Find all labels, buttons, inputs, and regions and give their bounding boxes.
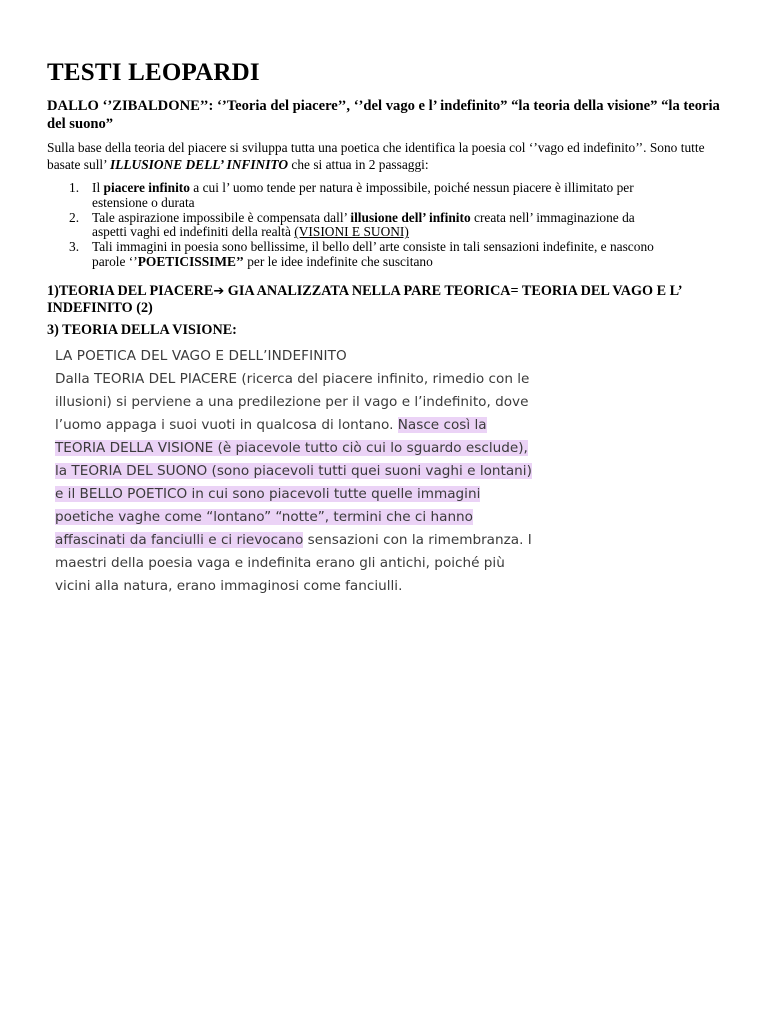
highlighted-text: affascinati da fanciulli e ci rievocano (55, 532, 304, 548)
highlighted-text: la TEORIA DEL SUONO (sono piacevoli tutti quei suoni vaghi e lontani) (55, 463, 532, 479)
excerpt-line: vicini alla natura, erano immaginosi come fanciulli. (55, 578, 403, 594)
highlighted-text: Nasce così la (397, 417, 487, 433)
list-item-text (92, 240, 662, 270)
list-text-bold: illusione dell’ infinito (350, 209, 471, 225)
excerpt-line: maestri della poesia vaga e indefinita erano gli antichi, poiché più (55, 555, 505, 571)
excerpt-line (55, 460, 555, 483)
list-number: 2. (69, 209, 80, 225)
excerpt-line: l’uomo appaga i suoi vuoti in qualcosa di lontano. Nasce così la (55, 417, 487, 433)
excerpt-line: illusioni) si perviene a una predilezione per il vago e l’indefinito, dove (55, 394, 529, 410)
list-text-post: a cui l’ uomo tende per natura è impossibile, poiché nessun piacere è illimitato per estensione o durata (92, 180, 634, 210)
list-item (47, 211, 737, 241)
arrow-right-icon: ➔ (213, 284, 225, 299)
list-item (47, 240, 737, 270)
steps-list (47, 181, 737, 270)
excerpt-image (55, 345, 555, 598)
intro-paragraph (47, 140, 737, 173)
excerpt-line (55, 437, 555, 460)
excerpt-line: affascinati da fanciulli e ci rievocano sensazioni con la rimembranza. I (55, 532, 532, 548)
intro-emphasis: ILLUSIONE DELL’ INFINITO (109, 156, 289, 172)
section-heading-1 (47, 283, 737, 316)
excerpt-line (55, 483, 555, 506)
excerpt-line: Dalla TEORIA DEL PIACERE (ricerca del piacere infinito, rimedio con le (55, 371, 530, 387)
list-text-pre: Il (92, 180, 104, 195)
highlighted-text: TEORIA DELLA VISIONE (è piacevole tutto ciò cui lo sguardo esclude), (55, 440, 528, 456)
list-text-post: per le idee indefinite che suscitano (243, 253, 433, 269)
list-item (47, 181, 737, 211)
document-subtitle: DALLO ‘’ZIBALDONE’’: ‘’Teoria del piacere’’, ‘’del vago e l’ indefinito” “la teoria della visione” “la teoria del suono” (47, 98, 720, 132)
intro-text-2: che si attua in 2 passaggi: (288, 156, 429, 172)
excerpt-line (55, 506, 555, 529)
list-number: 1. (69, 180, 80, 195)
document-title: TESTI LEOPARDI (47, 59, 260, 86)
list-number: 3. (69, 239, 80, 255)
list-text-pre: Tali immagini in poesia sono bellissime, il bello dell’ arte consiste in tali sensazioni indefinite, e nascono parole ‘’ (92, 239, 654, 269)
highlighted-text: poetiche vaghe come “lontano” “notte”, termini che ci hanno (55, 509, 473, 525)
list-text-bold: POETICISSIME’’ (137, 253, 244, 269)
section-heading-3: 3) TEORIA DELLA VISIONE: (47, 322, 237, 338)
list-item-text (92, 181, 662, 211)
heading-1-text-rest: GIA ANALIZZATA NELLA PARE TEORICA= TEORIA DEL VAGO E L’ INDEFINITO (2) (47, 283, 682, 316)
intro-text-1: Sulla base della teoria del piacere si sviluppa tutta una poetica che identifica la poesia col ‘’vago ed indefinito’’. Sono tutte basate sull’ (47, 140, 705, 172)
list-text-underline: (VISIONI E SUONI) (294, 224, 409, 240)
list-text-pre: Tale aspirazione impossibile è compensata dall’ (92, 209, 351, 225)
list-item-text (92, 211, 662, 241)
excerpt-title: LA POETICA DEL VAGO E DELL’INDEFINITO (55, 348, 347, 364)
heading-1-text: 1)TEORIA DEL PIACERE (47, 283, 214, 299)
highlighted-text: e il BELLO POETICO in cui sono piacevoli tutte quelle immagini (55, 486, 481, 502)
list-text-mid: creata nell’ immaginazione da aspetti vaghi ed indefiniti della realtà (92, 209, 635, 240)
list-text-bold: piacere infinito (103, 180, 190, 195)
